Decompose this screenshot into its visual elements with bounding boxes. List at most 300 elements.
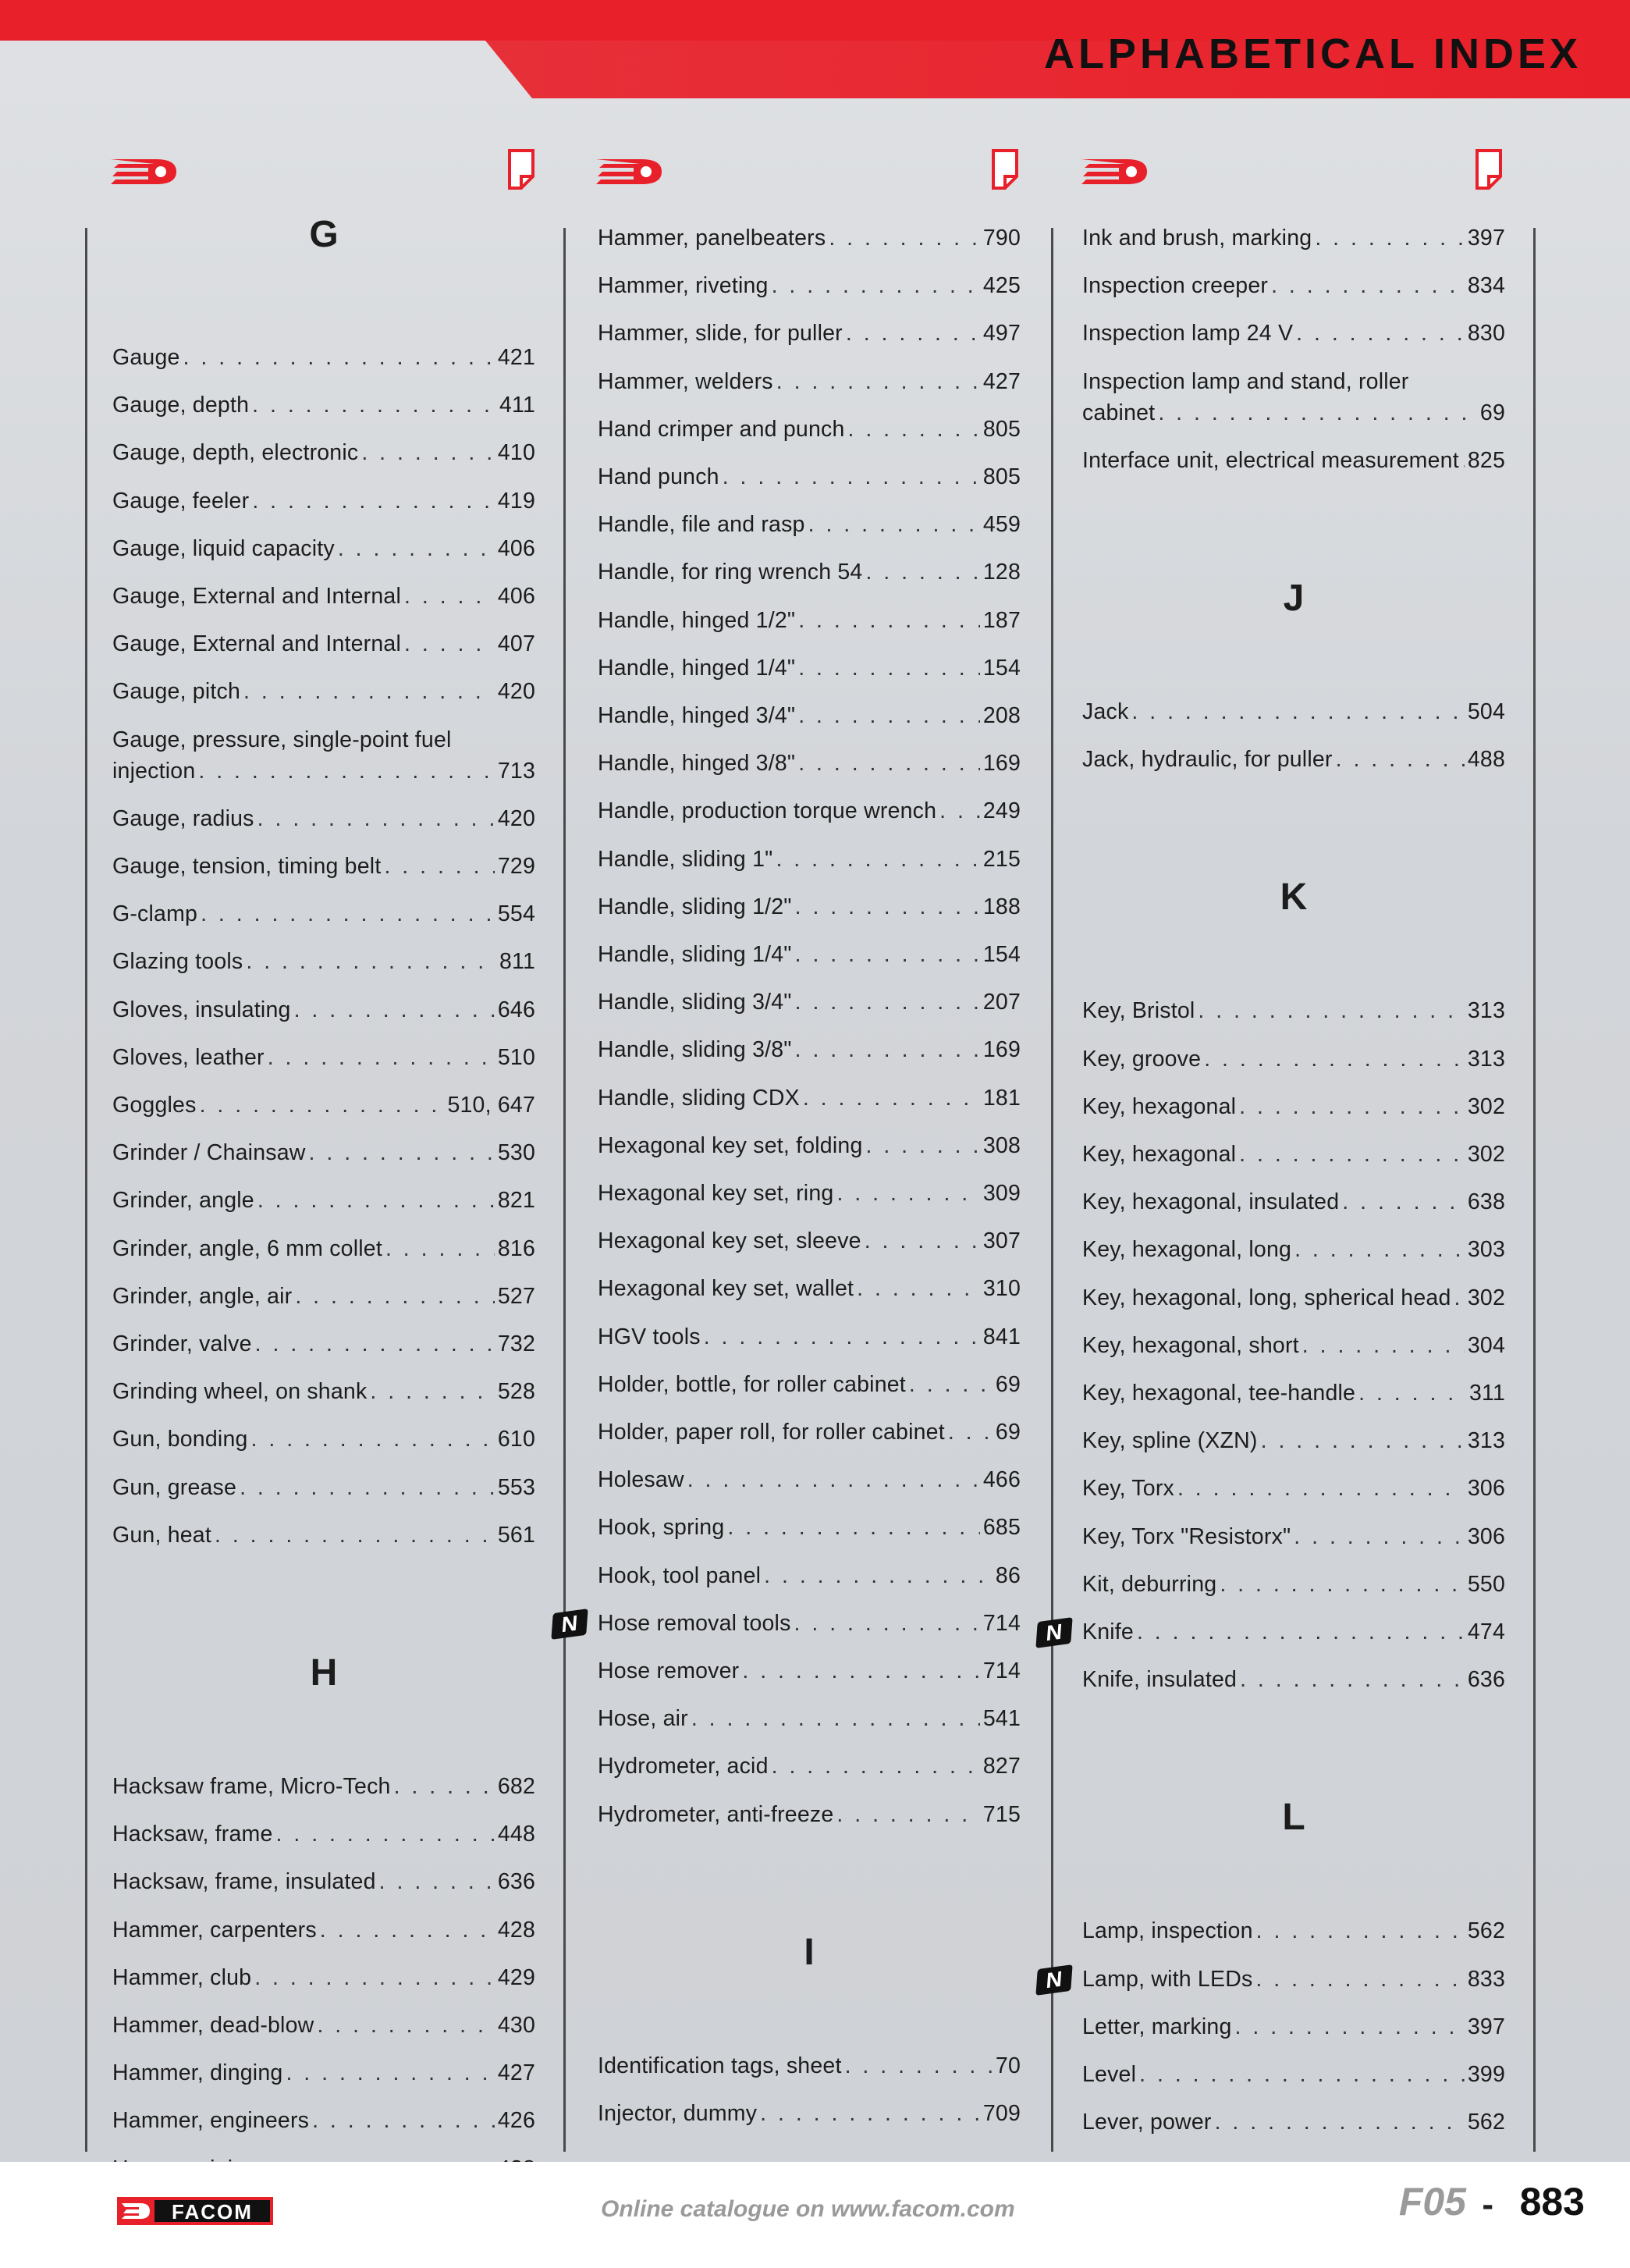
page-ref[interactable]: 154 (982, 942, 1021, 967)
page-ref[interactable]: 830 (1467, 321, 1505, 347)
page-number: 883 (1519, 2180, 1585, 2224)
index-entry (112, 1866, 535, 1897)
dot-leader (268, 1042, 495, 1073)
page-ref[interactable]: 510 (497, 1044, 535, 1070)
dot-leader (865, 1225, 980, 1257)
index-entry (1082, 1664, 1505, 1695)
dot-leader (1177, 1473, 1465, 1504)
index-entry (598, 1464, 1021, 1495)
index-entry (112, 1424, 535, 1455)
index-entry (112, 898, 535, 930)
index-entry (1082, 2011, 1505, 2042)
entry-label: Goggles (112, 1093, 197, 1118)
dot-leader (1302, 1330, 1465, 1361)
entry-label: Interface unit, electrical measurement (1082, 447, 1459, 473)
page-ref[interactable]: 304 (1467, 1332, 1505, 1358)
dot-leader (1256, 1915, 1465, 1946)
dot-leader (727, 1512, 979, 1543)
page-ref[interactable]: 309 (982, 1181, 1021, 1206)
dot-leader (309, 1137, 495, 1168)
dot-leader (1358, 1378, 1466, 1409)
page-ref[interactable]: 430 (497, 2013, 535, 2038)
entry-label: Holder, bottle, for roller cabinet (598, 1371, 906, 1397)
dot-leader (795, 939, 980, 970)
entry-label: Identification tags, sheet (598, 2053, 842, 2078)
entry-label: Hammer, club (112, 1964, 252, 1990)
new-badge-icon: N (1035, 1964, 1072, 1996)
entry-label: Knife, insulated (1082, 1667, 1238, 1693)
index-entry (1082, 1186, 1505, 1218)
entry-label: Hammer, engineers (112, 2108, 310, 2134)
dot-leader (742, 1655, 979, 1687)
entry-label: Holder, paper roll, for roller cabinet (598, 1420, 945, 1445)
page-ref[interactable]: 426 (497, 2108, 535, 2134)
page-ref[interactable]: 713 (497, 758, 535, 784)
index-entry (112, 1376, 535, 1407)
page-ref[interactable]: 420 (497, 805, 535, 831)
dot-leader (1294, 1234, 1465, 1265)
dot-leader (1342, 1186, 1465, 1218)
index-entry (598, 1273, 1021, 1304)
index-entry (598, 414, 1021, 445)
page-ref[interactable]: 834 (1467, 273, 1505, 299)
page-ref[interactable]: 841 (982, 1324, 1021, 1349)
index-entry (598, 366, 1021, 397)
page-ref[interactable]: 69 (1479, 400, 1505, 425)
column-divider (85, 228, 87, 2152)
page-ref[interactable]: 732 (497, 1331, 535, 1356)
index-entry (598, 844, 1021, 875)
index-entry (1082, 995, 1505, 1026)
dot-leader (1204, 1043, 1465, 1075)
page-ref[interactable]: 427 (982, 368, 1021, 394)
page-ref[interactable]: 188 (982, 894, 1021, 919)
index-entry (598, 1034, 1021, 1065)
index-entry (598, 461, 1021, 492)
entry-label: Handle, hinged 3/8" (598, 751, 796, 777)
dot-leader (385, 1233, 495, 1264)
entry-label: Holesaw (598, 1467, 684, 1493)
entry-continuation (112, 755, 535, 787)
index-entry (112, 803, 535, 834)
entry-label: Hose remover (598, 1658, 740, 1683)
dot-leader (201, 898, 495, 930)
index-entry (1082, 222, 1505, 254)
dot-leader (320, 1914, 495, 1946)
footer (0, 2162, 1630, 2268)
page-ref[interactable]: 715 (982, 1801, 1021, 1827)
dot-leader (794, 1608, 980, 1639)
page-ref[interactable]: 208 (982, 703, 1021, 728)
page-ref[interactable]: 805 (982, 416, 1021, 442)
page-ref[interactable]: 562 (1467, 2110, 1505, 2135)
index-entry (112, 533, 535, 564)
entry-label: Hand punch (598, 464, 719, 489)
page-ref[interactable]: 685 (982, 1515, 1021, 1541)
facom-arrow-icon (1080, 156, 1150, 187)
entry-label: Key, spline (XZN) (1082, 1428, 1258, 1454)
dot-leader (798, 605, 980, 636)
index-entry (1082, 1378, 1505, 1409)
page-ref[interactable]: 187 (982, 607, 1021, 633)
dot-leader (379, 1866, 495, 1897)
entry-label: Hammer, dead-blow (112, 2013, 314, 2038)
dot-leader (1315, 222, 1465, 254)
index-entry (1082, 2106, 1505, 2138)
entry-label: Gloves, leather (112, 1044, 265, 1070)
index-entry (598, 748, 1021, 779)
page-ref[interactable]: 69 (995, 1371, 1021, 1397)
dot-leader (294, 994, 495, 1026)
column-divider (1533, 228, 1536, 2152)
entry-label: Lamp, inspection (1082, 1918, 1253, 1944)
entry-label: HGV tools (598, 1324, 701, 1349)
entry-label: Gauge, liquid capacity (112, 535, 335, 561)
page-ref[interactable]: 510, 647 (447, 1093, 535, 1118)
dot-leader (312, 2105, 495, 2136)
index-entry (598, 652, 1021, 684)
dot-leader (865, 556, 979, 588)
page-ref[interactable]: 249 (982, 798, 1021, 824)
index-entry (598, 986, 1021, 1018)
dot-leader (295, 1281, 495, 1312)
index-entry (112, 851, 535, 882)
page-ref[interactable]: 69 (995, 1420, 1021, 1445)
entry-label: Lever, power (1082, 2110, 1212, 2135)
index-entry (598, 1512, 1021, 1543)
page-ref[interactable]: 459 (982, 512, 1021, 538)
index-entry (598, 1369, 1021, 1400)
page-reference-icon (991, 148, 1019, 190)
entry-label: Gauge (112, 345, 180, 370)
page-ref[interactable]: 790 (982, 226, 1021, 251)
entry-label: Level (1082, 2062, 1137, 2087)
page-ref[interactable]: 306 (1467, 1523, 1505, 1549)
page-ref[interactable]: 562 (1467, 1918, 1505, 1944)
page-ref[interactable]: 181 (982, 1085, 1021, 1111)
index-entry (1082, 1330, 1505, 1361)
index-entry (112, 946, 535, 977)
page-ref[interactable]: 70 (995, 2053, 1021, 2078)
index-entry (598, 318, 1021, 349)
dot-leader (846, 318, 980, 349)
page-ref[interactable]: 474 (1467, 1619, 1505, 1644)
footer-url[interactable]: Online catalogue on www.facom.com (601, 2196, 1015, 2222)
entry-label: Key, Torx (1082, 1476, 1174, 1502)
page-ref[interactable]: 427 (497, 2060, 535, 2086)
entry-label: Gauge, External and Internal (112, 631, 402, 657)
page-ref[interactable]: 308 (982, 1132, 1021, 1158)
index-entry (1082, 1043, 1505, 1075)
page-ref[interactable]: 311 (1468, 1381, 1505, 1406)
index-entry (112, 581, 535, 612)
dot-leader (829, 222, 980, 254)
page-ref[interactable]: 419 (497, 488, 535, 514)
page-ref[interactable]: 714 (982, 1610, 1021, 1636)
page-ref[interactable]: 307 (982, 1228, 1021, 1254)
column-header-3 (1080, 148, 1505, 195)
dot-leader (798, 748, 980, 779)
page-ref[interactable]: 561 (497, 1522, 535, 1548)
page-ref[interactable]: 410 (497, 440, 535, 466)
index-entry (1082, 2059, 1505, 2090)
entry-label: Gauge, depth, electronic (112, 440, 359, 466)
entry-label: Hammer, dinging (112, 2060, 283, 2086)
page-ref[interactable]: 488 (1467, 747, 1505, 773)
page-ref[interactable]: 636 (497, 1869, 535, 1895)
page-ref[interactable]: 610 (497, 1427, 535, 1452)
dot-leader (1198, 995, 1464, 1026)
page-ref[interactable]: 215 (982, 846, 1021, 872)
entry-label: Hook, tool panel (598, 1562, 762, 1588)
page-ref[interactable]: 310 (982, 1276, 1021, 1302)
index-entry (598, 2050, 1021, 2081)
entry-label: Hose, air (598, 1706, 688, 1732)
page-ref[interactable]: 833 (1467, 1966, 1505, 1992)
entry-label: Lamp, with LEDs (1082, 1966, 1253, 1992)
index-entry (1082, 366, 1505, 428)
index-entry (598, 509, 1021, 540)
index-entry (112, 1233, 535, 1264)
dot-leader (764, 1560, 993, 1591)
entry-label: Hacksaw, frame, insulated (112, 1869, 376, 1895)
index-entry (598, 1655, 1021, 1687)
page-ref[interactable]: 553 (497, 1474, 535, 1500)
dot-leader (1255, 1964, 1464, 1995)
entry-label: Hook, spring (598, 1515, 725, 1541)
dot-leader (687, 1464, 980, 1495)
page-ref[interactable]: 554 (497, 901, 535, 927)
page-ref[interactable]: 825 (1467, 447, 1505, 473)
entry-label: Handle, hinged 1/2" (598, 607, 796, 633)
dot-leader (257, 1185, 495, 1216)
index-entry (112, 1520, 535, 1551)
entry-label: Inspection creeper (1082, 273, 1269, 299)
dot-leader (1158, 397, 1477, 428)
column-divider (1051, 228, 1053, 2152)
section-letter: K (1280, 876, 1308, 919)
page-ref[interactable]: 406 (497, 535, 535, 561)
entry-label: Injector, dummy (598, 2101, 758, 2126)
dot-leader (276, 1818, 495, 1850)
page-ref[interactable]: 302 (1467, 1142, 1505, 1167)
dot-leader (384, 851, 494, 882)
dot-leader (795, 891, 980, 922)
index-entry (112, 724, 535, 787)
index-entry (598, 1178, 1021, 1209)
dot-leader (200, 1090, 445, 1121)
index-entry (598, 1560, 1021, 1591)
entry-label: Handle, sliding 1/2" (598, 894, 792, 919)
dot-leader (1215, 2106, 1465, 2138)
page-ref[interactable]: 128 (982, 560, 1021, 585)
entry-label: Key, hexagonal, tee-handle (1082, 1381, 1356, 1406)
page-ref[interactable]: 169 (982, 1037, 1021, 1063)
facom-logo (117, 2195, 273, 2231)
index-entry (1082, 1616, 1505, 1648)
entry-label: Hexagonal key set, wallet (598, 1276, 854, 1302)
dot-leader (370, 1376, 494, 1407)
page-ref[interactable]: 428 (497, 1917, 535, 1943)
index-entry (1082, 1091, 1505, 1122)
index-entry (598, 556, 1021, 588)
entry-label: Handle, file and rasp (598, 512, 805, 538)
index-entry (598, 222, 1021, 254)
index-entry (598, 1130, 1021, 1161)
footer-separator: - (1482, 2185, 1493, 2224)
page-reference-icon (1475, 148, 1503, 190)
page-ref[interactable]: 636 (1467, 1667, 1505, 1693)
dot-leader (808, 509, 980, 540)
page-ref[interactable]: 448 (497, 1822, 535, 1847)
page-ref[interactable]: 313 (1467, 998, 1505, 1024)
entry-label: Jack (1082, 699, 1129, 724)
index-entry (112, 1185, 535, 1216)
page-ref[interactable]: 313 (1467, 1046, 1505, 1072)
page-ref[interactable]: 729 (497, 854, 535, 879)
entry-label: Gauge, radius (112, 805, 254, 831)
dot-leader (1271, 270, 1465, 301)
index-entry (112, 1818, 535, 1850)
page-ref[interactable]: 313 (1467, 1428, 1505, 1454)
entry-label: G-clamp (112, 901, 198, 927)
page-ref[interactable]: 154 (982, 655, 1021, 681)
dot-leader (1294, 1521, 1465, 1552)
dot-leader (1239, 1091, 1465, 1122)
entry-label: Hand crimper and punch (598, 416, 845, 442)
page-ref[interactable]: 429 (497, 1964, 535, 1990)
page-ref[interactable]: 425 (982, 273, 1021, 299)
dot-leader (704, 1321, 980, 1353)
entry-label: Grinding wheel, on shank (112, 1379, 368, 1405)
page-ref[interactable]: 646 (497, 997, 535, 1022)
page-ref[interactable]: 397 (1467, 2014, 1505, 2039)
page-ref[interactable]: 397 (1467, 226, 1505, 251)
page-ref[interactable]: 504 (1467, 699, 1505, 724)
page-ref[interactable]: 811 (499, 949, 535, 975)
page-ref[interactable]: 207 (982, 990, 1021, 1015)
index-entry (1082, 1915, 1505, 1946)
index-entry (598, 1799, 1021, 1830)
index-entry (598, 1751, 1021, 1782)
entry-label: Key, hexagonal (1082, 1142, 1237, 1167)
page-ref[interactable]: 821 (497, 1188, 535, 1214)
dot-leader (939, 795, 980, 827)
entry-label: Gauge, depth (112, 393, 250, 418)
page-ref[interactable]: 527 (497, 1283, 535, 1309)
index-entry (112, 994, 535, 1026)
entry-label: Grinder / Chainsaw (112, 1140, 306, 1166)
dot-leader (848, 414, 980, 445)
index-entry (1082, 1473, 1505, 1504)
dot-leader (857, 1273, 980, 1304)
index-entry (1082, 1521, 1505, 1552)
dot-leader (845, 2050, 993, 2081)
section-code: F05 (1398, 2180, 1466, 2224)
page-ref[interactable]: 638 (1467, 1189, 1505, 1215)
index-entry (598, 1703, 1021, 1734)
page-ref[interactable]: 302 (1467, 1093, 1505, 1119)
page-ref[interactable]: 709 (982, 2101, 1021, 2126)
page-ref[interactable]: 420 (497, 679, 535, 705)
entry-label: Gloves, insulating (112, 997, 291, 1022)
entry-label: Knife (1082, 1619, 1134, 1644)
page-ref[interactable]: 411 (499, 393, 535, 418)
page-ref[interactable]: 714 (982, 1658, 1021, 1683)
dot-leader (246, 946, 496, 977)
page-ref[interactable]: 550 (1467, 1571, 1505, 1597)
entry-label: Key, Torx "Resistorx" (1082, 1523, 1291, 1549)
entry-label: Grinder, angle, 6 mm collet (112, 1235, 382, 1261)
index-entry (1082, 1139, 1505, 1170)
index-entry (112, 1914, 535, 1946)
footer-brand: FACOM (172, 2200, 253, 2224)
dot-leader (1261, 1425, 1465, 1456)
page-ref[interactable]: 466 (982, 1467, 1021, 1493)
entry-label: Handle, hinged 3/4" (598, 703, 796, 728)
page-ref[interactable]: 541 (982, 1706, 1021, 1732)
index-entry (112, 2105, 535, 2136)
page-ref[interactable]: 306 (1467, 1476, 1505, 1502)
page-ref[interactable]: 682 (497, 1774, 535, 1799)
page-ref[interactable]: 827 (982, 1754, 1021, 1779)
dot-leader (795, 986, 980, 1018)
entry-label: Kit, deburring (1082, 1571, 1217, 1597)
index-entry (1082, 445, 1505, 476)
entry-label: Gauge, External and Internal (112, 584, 402, 609)
page-ref[interactable]: 421 (497, 345, 535, 370)
index-entry (112, 1328, 535, 1360)
page-ref[interactable]: 407 (497, 631, 535, 657)
dot-leader (723, 461, 980, 492)
page-ref[interactable]: 86 (995, 1562, 1021, 1588)
index-entry (598, 605, 1021, 636)
page-ref[interactable]: 303 (1467, 1237, 1505, 1263)
index-entry (598, 1082, 1021, 1114)
dot-leader (243, 676, 495, 707)
entry-label: Key, hexagonal, insulated (1082, 1189, 1340, 1215)
page-ref[interactable]: 530 (497, 1140, 535, 1166)
entry-label: Key, hexagonal, short (1082, 1332, 1299, 1358)
dot-leader (251, 1424, 495, 1455)
entry-label: Gun, bonding (112, 1427, 248, 1452)
page-ref[interactable]: 805 (982, 464, 1021, 489)
dot-leader (361, 437, 495, 468)
page-ref[interactable]: 169 (982, 751, 1021, 777)
dot-leader (772, 270, 980, 301)
dot-leader (1462, 445, 1465, 476)
index-entry (112, 628, 535, 659)
page-ref[interactable]: 406 (497, 584, 535, 609)
index-entry (112, 485, 535, 517)
index-entry (598, 2098, 1021, 2129)
page-ref[interactable]: 816 (497, 1235, 535, 1261)
page-ref[interactable]: 528 (497, 1379, 535, 1405)
entry-label: Hexagonal key set, ring (598, 1181, 834, 1206)
entry-label: Key, hexagonal (1082, 1093, 1237, 1119)
dot-leader (836, 1799, 979, 1830)
page-ref[interactable]: 497 (982, 321, 1021, 347)
index-entry (112, 2057, 535, 2088)
page-ref[interactable]: 302 (1467, 1285, 1505, 1310)
index-entry (598, 1225, 1021, 1257)
dot-leader (1137, 1616, 1465, 1648)
index-entry (598, 795, 1021, 827)
index-entry (1082, 270, 1505, 301)
page-ref[interactable]: 399 (1467, 2062, 1505, 2087)
entry-label: Hammer, panelbeaters (598, 226, 826, 251)
dot-leader (1139, 2059, 1465, 2090)
